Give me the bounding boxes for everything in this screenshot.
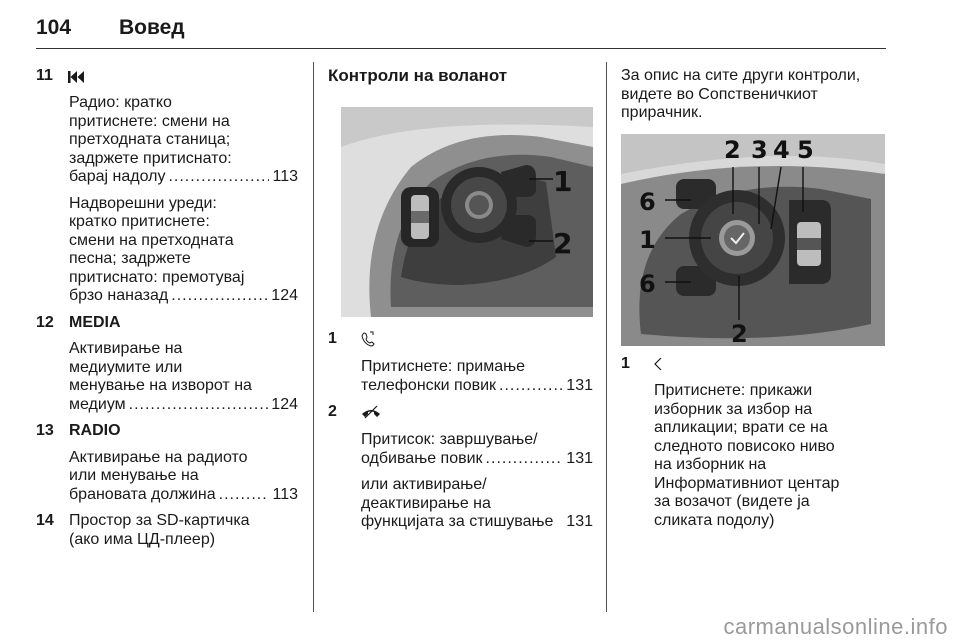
section-title: Контроли на воланот — [328, 66, 508, 85]
text-line: песна; задржете — [69, 250, 191, 267]
text-line: (ако има ЦД-плеер) — [69, 530, 216, 548]
steering-wheel-controls-image — [341, 107, 593, 317]
page-header — [36, 14, 886, 49]
item-number: 1 — [621, 355, 630, 372]
text-line: задржете притиснато: — [69, 149, 232, 167]
text-line: смени на претходната — [69, 231, 234, 249]
text-line: Надворешни уреди: — [69, 194, 217, 212]
toc-text: медиум — [69, 395, 126, 413]
text-line: или активирање/ — [361, 476, 487, 493]
page-ref: 131 — [566, 376, 593, 394]
legend-list — [328, 330, 593, 532]
text-line: За опис на сите други контроли, — [621, 67, 861, 84]
text-line: или менување на — [69, 467, 199, 484]
toc-line — [69, 486, 298, 505]
toc-line — [69, 287, 298, 306]
text-line: Радио: кратко — [69, 94, 172, 111]
text-line: Простор за SD-картичка — [69, 512, 250, 529]
legend-list — [621, 355, 886, 530]
callout-2: 2 — [731, 320, 748, 346]
toc-text: брановата должина — [69, 485, 216, 503]
page-ref: 124 — [271, 287, 298, 304]
list-item — [36, 512, 298, 549]
callout-1: 1 — [553, 165, 573, 198]
toc-line — [69, 396, 298, 415]
text-line: Притиснете: примање — [361, 358, 526, 375]
text-line: сликата подолу) — [654, 511, 775, 529]
toc-text: функцијата за стишување — [361, 513, 554, 530]
text-line: Притиснете: прикажи — [654, 382, 813, 399]
column-divider — [606, 62, 607, 612]
list-item — [328, 330, 593, 395]
toc-text: барај надолу — [69, 168, 166, 185]
text-line: апликации; врати се на — [654, 419, 828, 436]
page-ref: 131 — [566, 513, 593, 530]
page-ref: 124 — [271, 395, 298, 413]
text-line: претходната станица; — [69, 131, 231, 148]
text-line: деактивирање на — [361, 494, 491, 512]
text-line: Активирање на — [69, 340, 183, 357]
steering-wheel-buttons-image — [621, 134, 885, 346]
list-item — [36, 67, 298, 306]
toc-line — [361, 450, 593, 469]
callout-3: 3 — [751, 136, 768, 164]
callout-5: 5 — [797, 136, 814, 164]
column-divider — [313, 62, 314, 612]
item-title: MEDIA — [69, 313, 121, 331]
item-number: 14 — [36, 512, 54, 529]
item-number: 13 — [36, 422, 54, 439]
text-line: за возачот (видете ја — [654, 493, 810, 510]
item-number: 11 — [36, 67, 53, 84]
phone-hangup-icon — [361, 405, 381, 425]
text-line: притиснато: премотувај — [69, 268, 245, 286]
chapter-title: Вовед — [119, 16, 185, 39]
page-ref: 113 — [272, 485, 298, 503]
toc-line — [361, 513, 593, 532]
column-right — [621, 67, 886, 123]
item-number: 1 — [328, 330, 337, 347]
text-line: на изборник на — [654, 456, 767, 473]
item-number: 12 — [36, 313, 54, 331]
item-title: RADIO — [69, 422, 121, 439]
text-line: менување на изворот на — [69, 377, 252, 394]
list-item — [36, 314, 298, 415]
list-item — [36, 422, 298, 504]
item-number: 2 — [328, 403, 337, 420]
skip-back-icon — [68, 70, 84, 89]
column-middle — [328, 67, 593, 86]
text-line: Активирање на радиото — [69, 448, 248, 466]
chevron-left-icon — [653, 357, 663, 377]
page-ref: 131 — [566, 449, 593, 467]
text-line: Информативниот центар — [654, 474, 840, 492]
list-item — [621, 355, 886, 530]
toc-text: одбивање повик — [361, 449, 483, 467]
callout-4: 4 — [773, 136, 790, 164]
text-line: видете во Сопственичкиот — [621, 85, 818, 103]
toc-text: брзо наназад — [69, 287, 169, 304]
column-left — [36, 67, 298, 549]
toc-line — [69, 168, 298, 187]
text-line: следното повисоко ниво — [654, 437, 835, 455]
text-line: прирачник. — [621, 104, 703, 121]
page-number: 104 — [36, 16, 72, 39]
watermark: carmanualsonline.info — [723, 614, 948, 639]
toc-line — [361, 377, 593, 396]
list-item — [328, 403, 593, 532]
callout-1: 1 — [639, 226, 656, 254]
text-line: изборник за избор на — [654, 400, 813, 418]
text-line: медиумите или — [69, 358, 183, 376]
phone-answer-icon — [361, 331, 375, 353]
callout-2: 2 — [553, 227, 573, 260]
text-line: кратко притиснете: — [69, 213, 210, 230]
toc-text: телефонски повик — [361, 376, 497, 394]
text-line: притиснете: смени на — [69, 112, 230, 130]
callout-6: 6 — [639, 270, 656, 298]
page-ref: 113 — [272, 168, 298, 185]
text-line: Притисок: завршување/ — [361, 431, 538, 448]
callout-2: 2 — [724, 136, 741, 164]
callout-6: 6 — [639, 188, 656, 216]
